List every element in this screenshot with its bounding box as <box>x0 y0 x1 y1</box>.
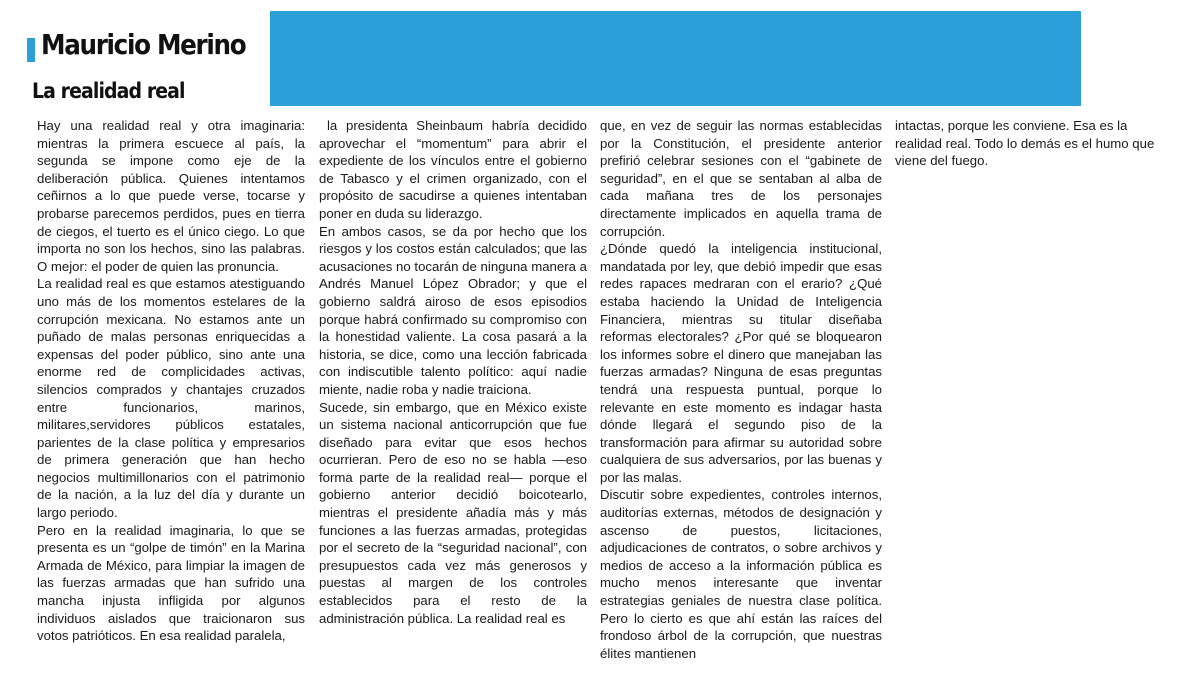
title-accent-bar <box>27 38 35 62</box>
paragraph: Hay una realidad real y otra imaginaria: mientras la primera escuece al país, la segunda se impone como eje de la deliberación pública. Quienes intentamos ceñirnos a lo que puede verse, tocarse y probarse parecemos perdidos, pues en tierra de ciegos, el tuerto es el único ciego. Lo que importa no son los hechos, sino las palabras. O mejor: el poder de quien las pronuncia. <box>37 118 305 274</box>
author-name: Mauricio Merino <box>41 28 246 61</box>
article-column-2 <box>319 117 587 627</box>
column-title: La realidad real <box>32 79 185 103</box>
header-banner <box>270 11 1081 106</box>
article-column-3 <box>600 117 882 662</box>
paragraph: la presidenta Sheinbaum habría decidido aprovechar el “momentum” para abrir el expediente de los vínculos entre el gobierno de Tabasco y el crimen organizado, con el propósito de sacudirse a quienes intentaban poner en duda su liderazgo. <box>319 118 587 221</box>
paragraph: La realidad real es que estamos atestiguando uno más de los momentos estelares de la corrupción mexicana. No estamos ante un puñado de malas personas enriquecidas a expensas del poder público, sino ante una enorme red de complicidades activas, silencios comprados y chantajes cruzados entre funcionarios, marinos, militares,servidores públicos estatales, parientes de la clase política y empresarios de primera generación que han hecho negocios multimillonarios con el patrimonio de la nación, a la luz del día y durante un largo periodo. <box>37 276 305 521</box>
paragraph: intactas, porque les conviene. Esa es la realidad real. Todo lo demás es el humo que viene del fuego. <box>895 118 1155 169</box>
paragraph: Discutir sobre expedientes, controles internos, auditorías externas, métodos de designación y ascenso de puestos, licitaciones, adjudicaciones de contratos, o sobre archivos y medios de acceso a la información pública es mucho menos interesante que inventar estrategias geniales de nuestra clase política. Pero lo cierto es que ahí están las raíces del frondoso árbol de la corrupción, que nuestras élites mantienen <box>600 487 882 661</box>
paragraph: En ambos casos, se da por hecho que los riesgos y los costos están calculados; que las acusaciones no tocarán de ninguna manera a Andrés Manuel López Obrador; y que el gobierno saldrá airoso de esos episodios porque habrá confirmado su compromiso con la honestidad valiente. La cosa pasará a la historia, se dice, como una lección fabricada con indiscutible talento político: aquí nadie miente, nadie roba y nadie traiciona. <box>319 223 587 397</box>
paragraph: Pero en la realidad imaginaria, lo que se presenta es un “golpe de timón” en la Marina Armada de México, para limpiar la imagen de las fuerzas armadas que han sufrido una mancha injusta infligida por algunos individuos aislados que traicionaron sus votos patrióticos. En esa realidad paralela, <box>37 522 305 644</box>
paragraph: que, en vez de seguir las normas establecidas por la Constitución, el presidente anterior prefirió celebrar sesiones con el “gabinete de seguridad”, en el que se sentaban al alba de cada mañana tres de los personajes directamente implicados en aquella trama de corrupción. <box>600 118 882 239</box>
article-column-1 <box>37 117 305 645</box>
article-column-4 <box>895 117 1177 170</box>
paragraph: Sucede, sin embargo, que en México existe un sistema nacional anticorrupción que fue diseñado para evitar que esos hechos ocurrieran. Pero de eso no se habla —eso forma parte de la realidad real— porque el gobierno anterior decidió boicotearlo, mientras el presidente añadía más y más funciones a las fuerzas armadas, protegidas por el secreto de la “seguridad nacional”, con presupuestos cada vez más generosos y puestas al margen de los controles establecidos para el resto de la administración pública. La realidad real es <box>319 399 587 626</box>
paragraph: ¿Dónde quedó la inteligencia institucional, mandatada por ley, que debió impedir que esas redes rapaces medraran con el erario? ¿Qué estaba haciendo la Unidad de Inteligencia Financiera, mientras su titular diseñaba reformas electorales? ¿Por qué se bloquearon los informes sobre el dinero que manejaban las fuerzas armadas? Ninguna de esas preguntas tendrá una respuesta puntual, porque lo relevante en este momento es indagar hasta dónde llegará el segundo piso de la transformación para afirmar su autoridad sobre cualquiera de sus adversarios, por las buenas y por las malas. <box>600 241 882 485</box>
